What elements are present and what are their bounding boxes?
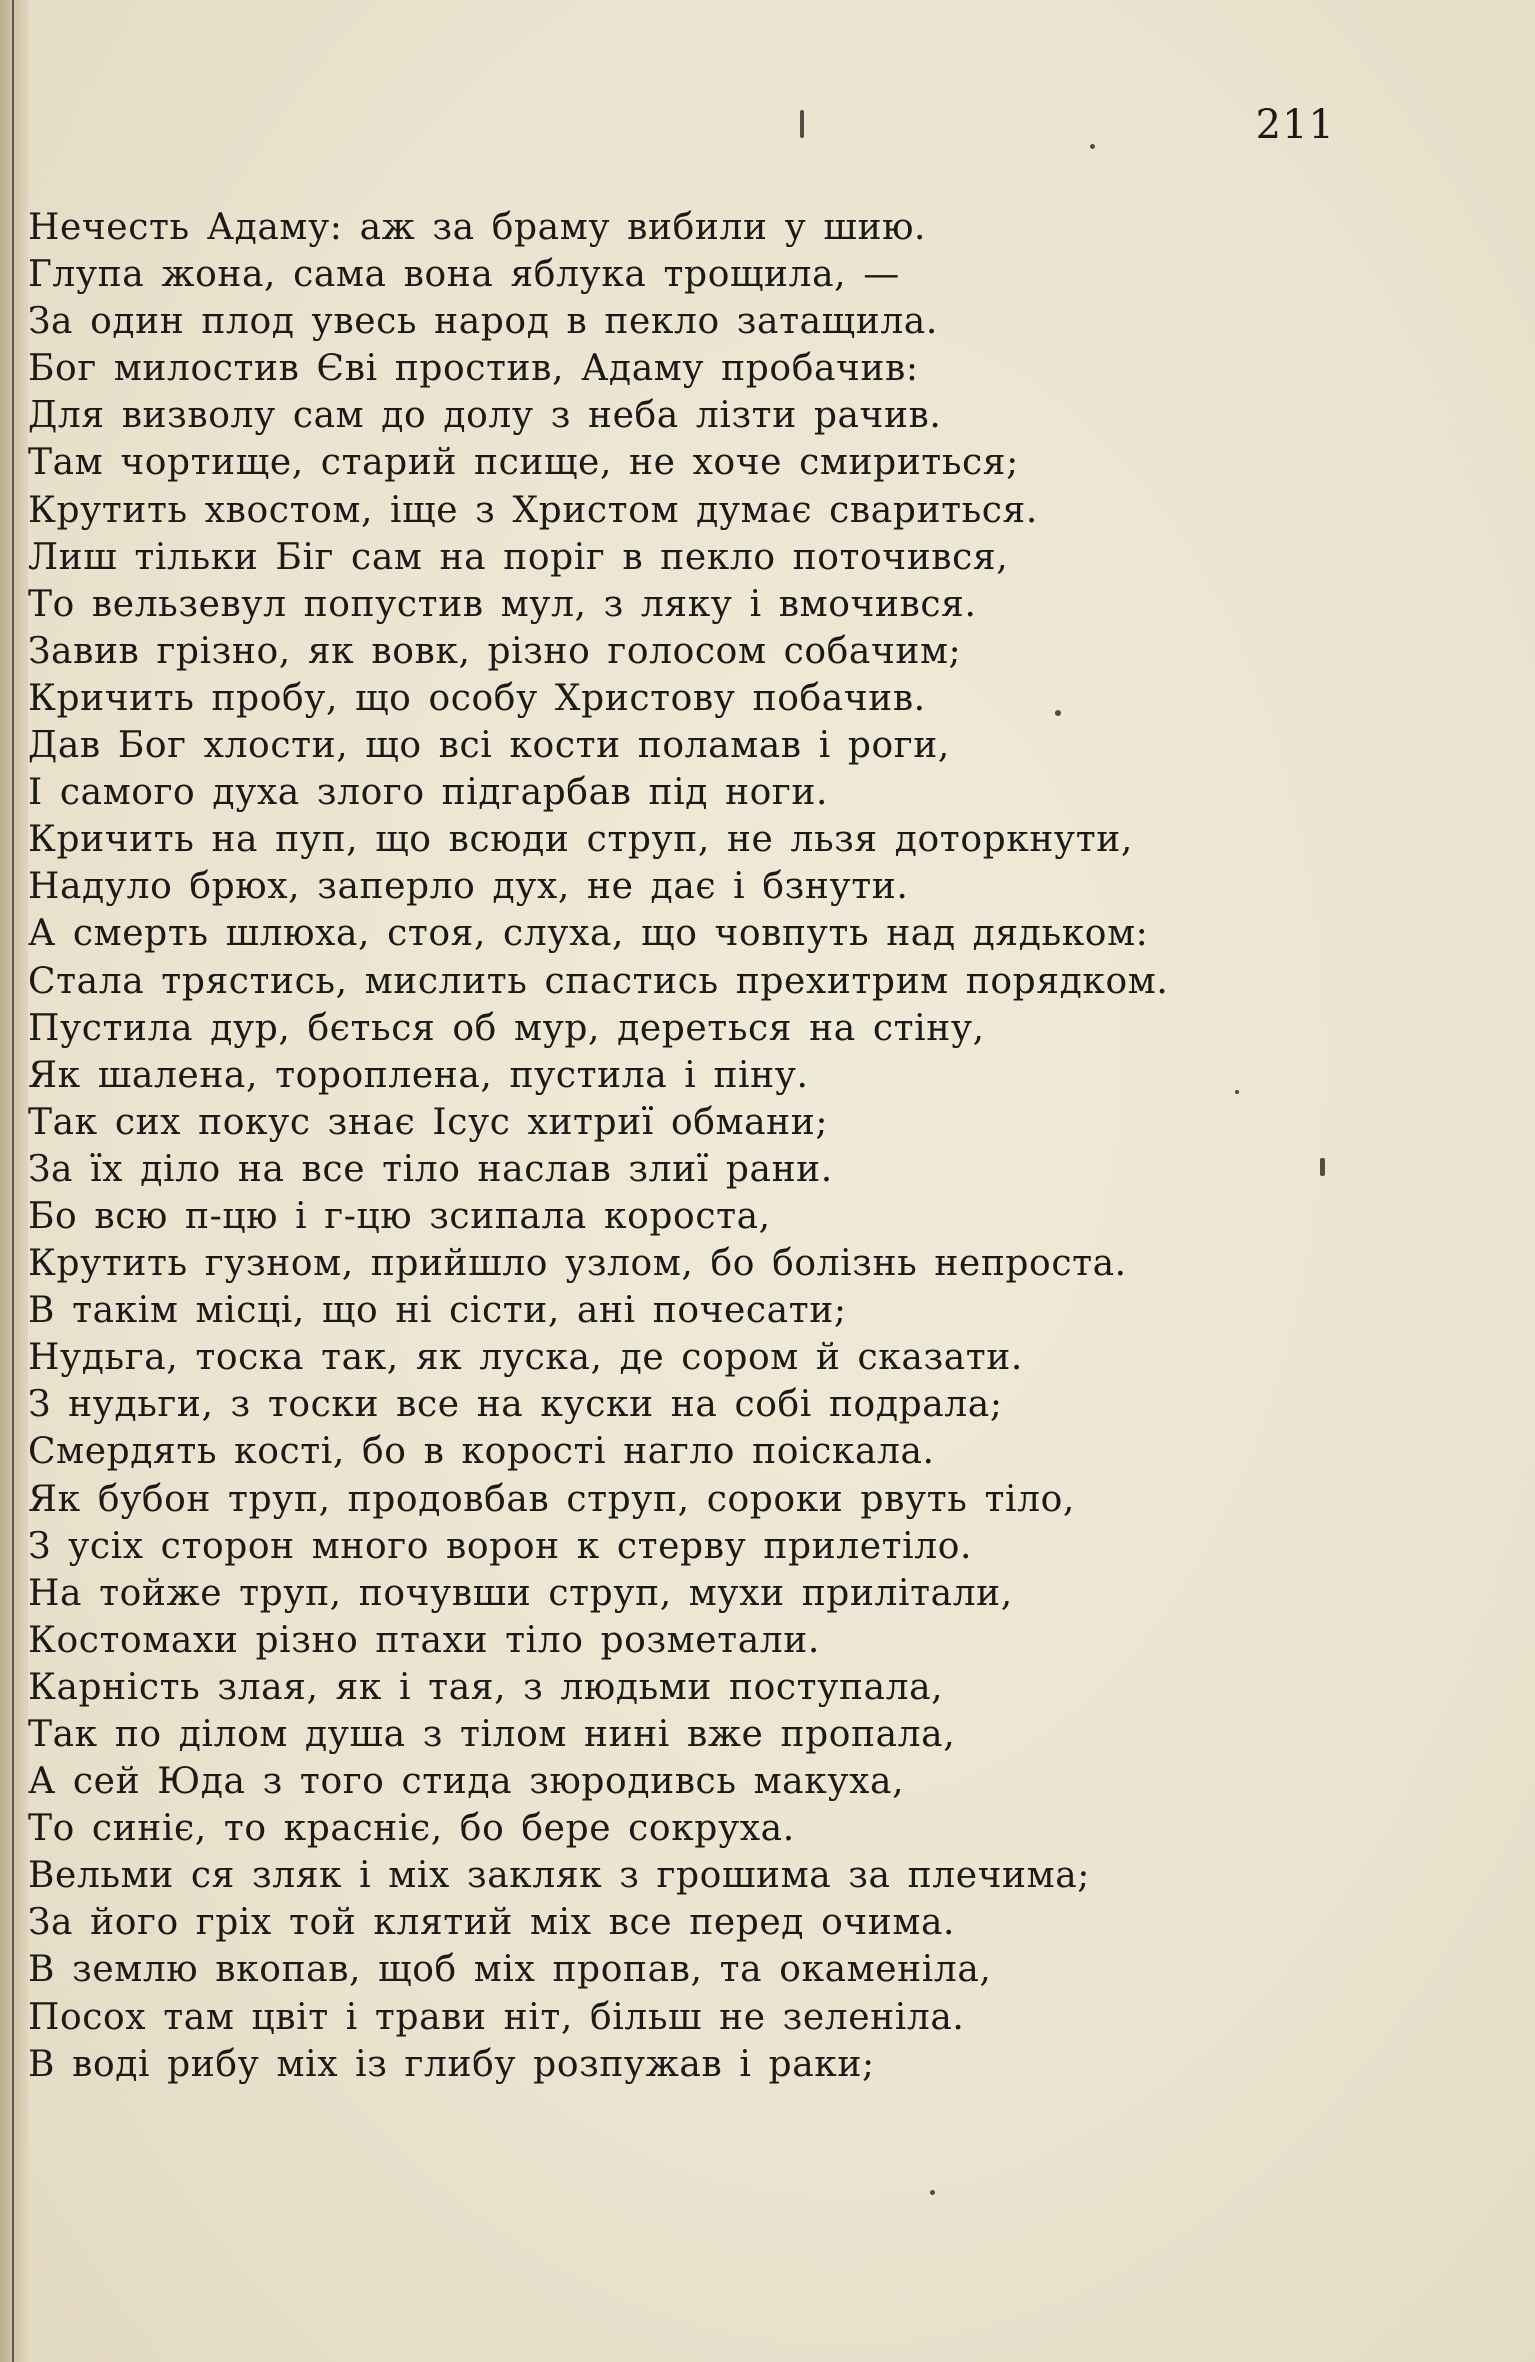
- poem-line: Бо всю п-цю і г-цю зсипала короста,: [28, 1195, 771, 1237]
- poem-line: Нечесть Адаму: аж за браму вибили у шию.: [28, 207, 927, 248]
- poem-line: Стала трястись, мислить спастись прехитрим порядком.: [28, 960, 1169, 1002]
- poem-line: Крутить хвостом, іще з Христом думає свариться.: [28, 489, 1038, 531]
- print-speck: [930, 2190, 935, 2195]
- poem-line: Як шалена, тороплена, пустила і піну.: [28, 1054, 809, 1096]
- poem-line: В такім місці, що ні сісти, ані почесати;: [28, 1290, 847, 1332]
- poem-line: Бог милостив Єві простив, Адаму пробачив:: [28, 348, 919, 390]
- poem-line: Костомахи різно птахи тіло розметали.: [28, 1619, 820, 1661]
- poem-line: Дав Бог хлости, що всі кости поламав і роги,: [28, 725, 950, 767]
- poem-line: Карність злая, як і тая, з людьми поступала,: [28, 1666, 944, 1708]
- poem-line: За його гріх той клятий міх все перед очима.: [28, 1902, 956, 1944]
- poem-line: І самого духа злого підгарбав під ноги.: [28, 772, 829, 814]
- poem-line: В воді рибу міх із глибу розпужав і раки;: [28, 2043, 875, 2085]
- print-speck: [1090, 144, 1095, 149]
- poem-line: Пустила дур, бється об мур, дереться на стіну,: [28, 1007, 985, 1049]
- poem-line: Посох там цвіт і трави ніт, більш не зеленіла.: [28, 1996, 965, 2038]
- poem-line: Завив грізно, як вовк, різно голосом собачим;: [28, 630, 962, 672]
- poem-line: Смердять кості, бо в короcті нагло поіскала.: [28, 1431, 935, 1473]
- poem-text: [28, 204, 1168, 2088]
- print-speck: [1320, 1158, 1325, 1176]
- poem-line: За один плод увесь народ в пекло затащила.: [28, 301, 938, 343]
- binding-edge-line: [12, 0, 14, 2362]
- poem-line: Глупа жона, сама вона яблука трощила, —: [28, 254, 900, 296]
- poem-line: Так по ділом душа з тілом нині вже пропала,: [28, 1714, 956, 1755]
- poem-line: Лиш тільки Біг сам на поріг в пекло поточився,: [28, 536, 1009, 578]
- print-speck: [800, 110, 804, 138]
- poem-line: Так сих покус знає Ісус хитриї обмани;: [28, 1101, 829, 1143]
- poem-line: Вельми ся зляк і міх закляк з грошима за плечима;: [28, 1855, 1091, 1897]
- poem-line: А сей Юда з того стида зюродивсь макуха,: [28, 1761, 905, 1803]
- page-binding: [0, 0, 28, 2362]
- poem-line: Там чортище, старий псище, не хоче смириться;: [28, 442, 1019, 484]
- poem-line: А смерть шлюха, стоя, слуха, що човпуть над дядьком:: [28, 913, 1149, 955]
- poem-line: На тойже труп, почувши струп, мухи прилітали,: [28, 1572, 1013, 1614]
- poem-line: Як бубон труп, продовбав струп, сороки рвуть тіло,: [28, 1478, 1075, 1520]
- poem-line: З нудьги, з тоски все на куски на собі подрала;: [28, 1384, 1003, 1426]
- poem-line: За їх діло на все тіло наслав злиї рани.: [28, 1148, 833, 1190]
- print-speck: [1235, 1090, 1239, 1094]
- print-speck: [1055, 710, 1061, 716]
- poem-line: З усіх сторон много ворон к стерву прилетіло.: [28, 1525, 973, 1567]
- poem-line: Надуло брюх, заперло дух, не дає і бзнути.: [28, 866, 909, 908]
- poem-line: В землю вкопав, щоб міх пропав, та окаменіла,: [28, 1949, 992, 1991]
- poem-line: Нудьга, тоска так, як луска, де сором й сказати.: [28, 1337, 1023, 1379]
- poem-line: Для визволу сам до долу з неба лізти рачив.: [28, 395, 942, 437]
- poem-line: Кричить пробу, що особу Христову побачив.: [28, 677, 926, 719]
- poem-line: То вельзевул попустив мул, з ляку і вмочився.: [28, 583, 977, 625]
- page-number: 211: [1255, 102, 1335, 148]
- poem-line: То синіє, то краснiє, бо бере сокруха.: [28, 1808, 795, 1850]
- poem-line: Крутить гузном, прийшло узлом, бо болізнь непроста.: [28, 1243, 1127, 1285]
- poem-line: Кричить на пуп, що всюди струп, не льзя доторкнути,: [28, 819, 1133, 861]
